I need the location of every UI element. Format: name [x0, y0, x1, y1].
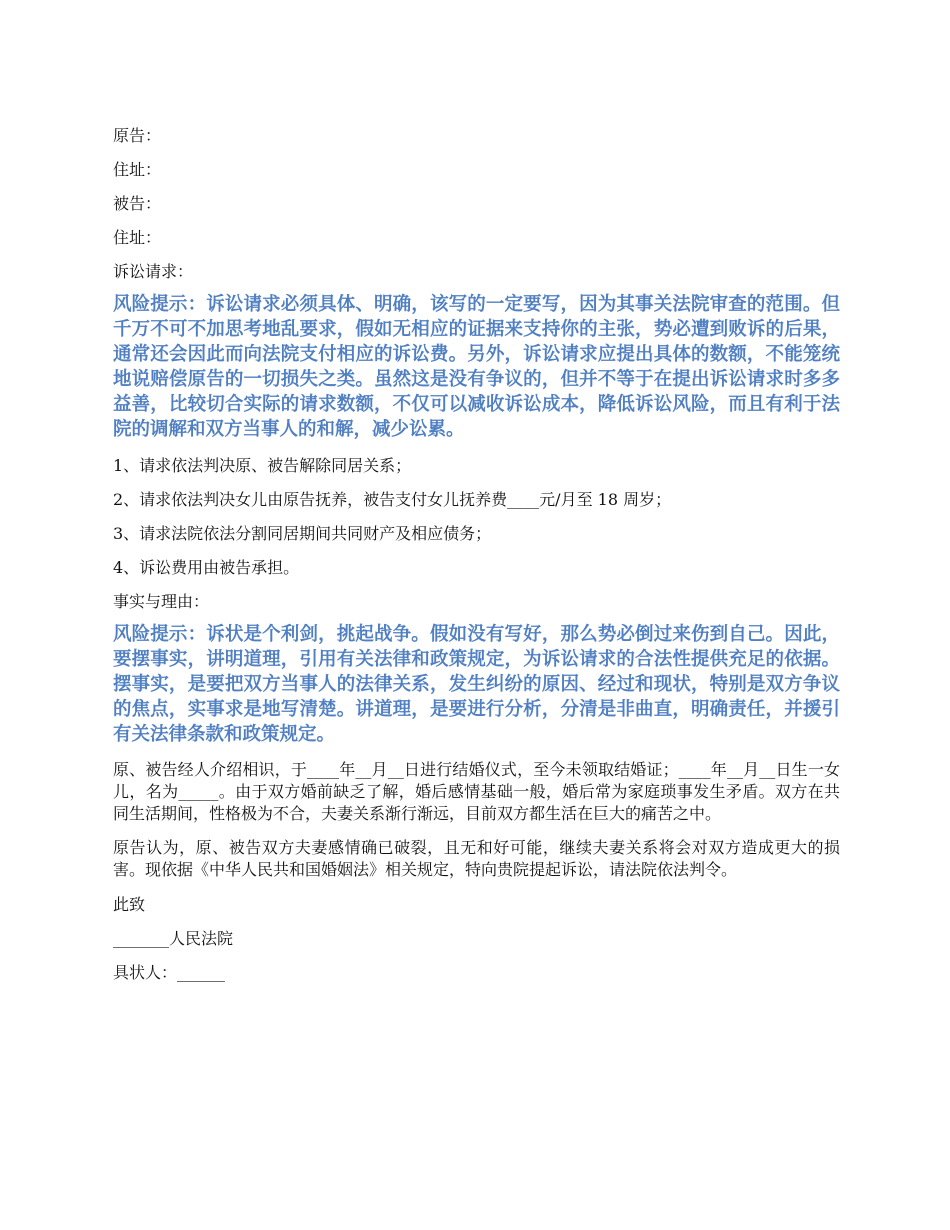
defendant-address-label: 住址： [113, 228, 162, 247]
plaintiff-address-label: 住址： [113, 160, 162, 179]
facts-paragraph: 原、被告经人介绍相识，于____年__月__日进行结婚仪式，至今未领取结婚证；____年__月__日生一女儿，名为_____。由于双方婚前缺乏了解，婚后感情基础一般，婚后常为家庭琐事发生矛盾。双方在共同生活期间，性格极为不合，夫妻关系渐行渐远，目前双方都生活在巨大的痛苦之中。 [113, 760, 840, 823]
claim-item: 1、请求依法判决原、被告解除同居关系； [113, 456, 412, 475]
risk-tip-facts: 风险提示：诉状是个利剑，挑起战争。假如没有写好，那么势必倒过来伤到自己。因此，要摆事实，讲明道理，引用有关法律和政策规定，为诉讼请求的合法性提供充足的依据。摆事实，是要把双方当事人的法律关系，发生纠纷的原因、经过和现状，特别是双方争议的焦点，实事求是地写清楚。讲道理，是要进行分析，分清是非曲直，明确责任，并援引有关法律条款和政策规定。 [113, 624, 840, 745]
complaint-document [113, 124, 840, 995]
claim-item: 4、诉讼费用由被告承担。 [113, 558, 300, 577]
claim-item: 3、请求法院依法分割同居期间共同财产及相应债务； [113, 524, 492, 543]
claim-item: 2、请求依法判决女儿由原告抚养，被告支付女儿抚养费____元/月至 18 周岁； [113, 490, 672, 509]
reason-paragraph: 原告认为，原、被告双方夫妻感情确已破裂，且无和好可能，继续夫妻关系将会对双方造成更大的损害。现依据《中华人民共和国婚姻法》相关规定，特向贵院提起诉讼，请法院依法判令。 [113, 838, 840, 879]
salutation: 此致 [113, 895, 146, 914]
plaintiff-label: 原告： [113, 126, 162, 145]
facts-heading: 事实与理由： [113, 592, 210, 611]
defendant-label: 被告： [113, 194, 162, 213]
claims-heading: 诉讼请求： [113, 262, 194, 281]
signer-line: 具状人：______ [113, 963, 226, 982]
court-name: _______人民法院 [113, 929, 234, 948]
risk-tip-claims: 风险提示：诉讼请求必须具体、明确，该写的一定要写，因为其事关法院审查的范围。但千万不可不加思考地乱要求，假如无相应的证据来支持你的主张，势必遭到败诉的后果，通常还会因此而向法院支付相应的诉讼费。另外，诉讼请求应提出具体的数额，不能笼统地说赔偿原告的一切损失之类。虽然这是没有争议的，但并不等于在提出诉讼请求时多多益善，比较切合实际的请求数额，不仅可以减收诉讼成本，降低诉讼风险，而且有利于法院的调解和双方当事人的和解，减少讼累。 [113, 294, 840, 440]
